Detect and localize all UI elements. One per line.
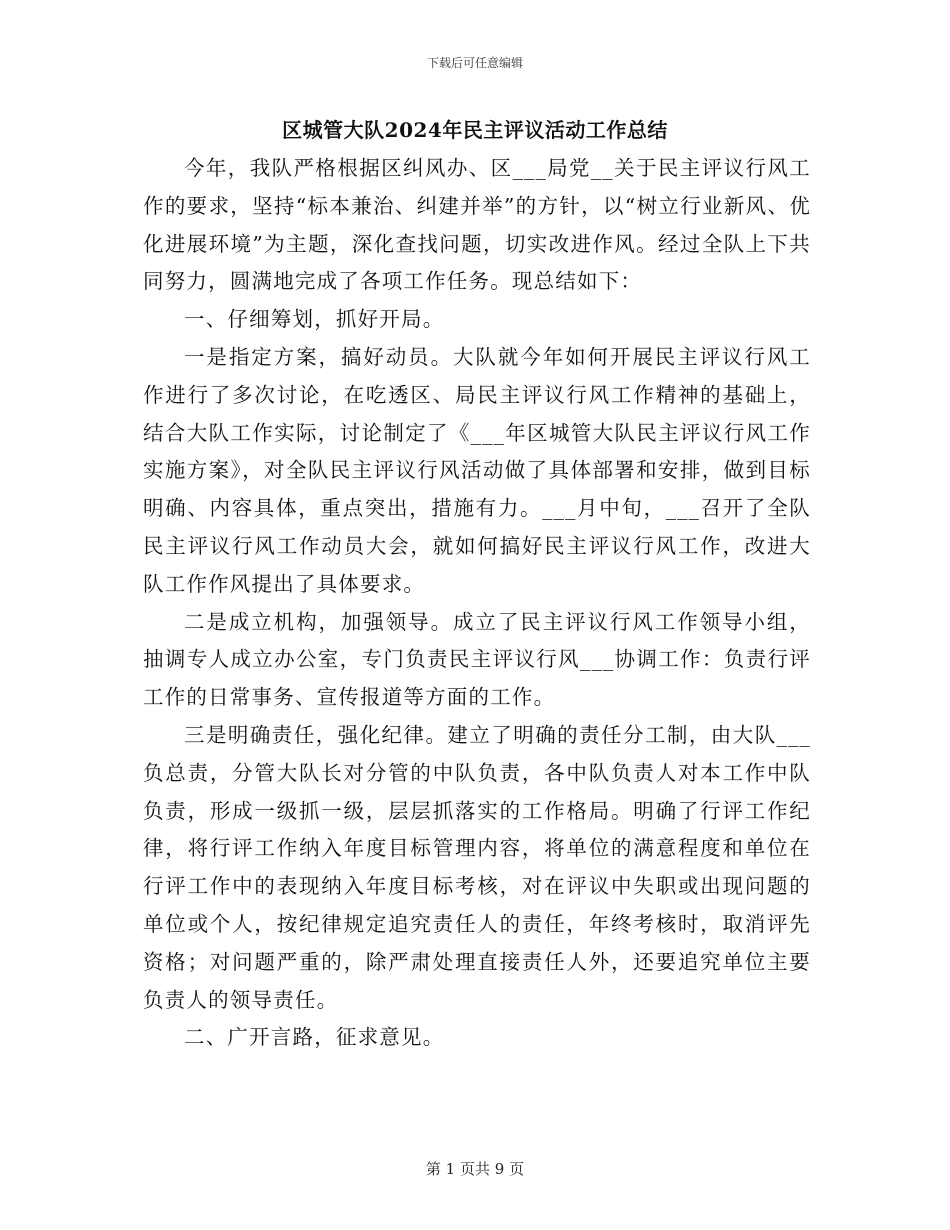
page-number: 第 1 页共 9 页 — [425, 1160, 525, 1178]
paragraph-organization: 二是成立机构，加强领导。成立了民主评议行风工作领导小组，抽调专人成立办公室，专门负责民主评议行风___协调工作：负责行评工作的日常事务、宣传报道等方面的工作。 — [143, 609, 811, 710]
paragraph-responsibility: 三是明确责任，强化纪律。建立了明确的责任分工制，由大队___负总责，分管大队长对分管的中队负责，各中队负责人对本工作中队负责，形成一级抓一级，层层抓落实的工作格局。明确了行评工作纪律，将行评工作纳入年度目标管理内容，将单位的满意程度和单位在行评工作中的表现纳入年度目标考核，对在评议中失职或出现问题的单位或个人，按纪律规定追究责任人的责任，年终考核时，取消评先资格；对问题严重的，除严肃处理直接责任人外，还要追究单位主要负责人的领导责任。 — [143, 722, 811, 1012]
document-title: 区城管大队2024年民主评议活动工作总结 — [282, 118, 668, 142]
page-header-note: 下载后可任意编辑 — [426, 56, 523, 70]
section-heading-1: 一、仔细筹划，抓好开局。 — [184, 307, 445, 332]
section-heading-2: 二、广开言路，征求意见。 — [184, 1025, 445, 1050]
paragraph-intro: 今年，我队严格根据区纠风办、区___局党__关于民主评议行风工作的要求，坚持“标本兼治、纠建并举”的方针，以“树立行业新风、优化进展环境”为主题，深化查找问题，切实改进作风。经过全队上下共同努力，圆满地完成了各项工作任务。现总结如下： — [143, 156, 811, 294]
document-body — [143, 150, 811, 1057]
paragraph-plan: 一是指定方案，搞好动员。大队就今年如何开展民主评议行风工作进行了多次讨论，在吃透区、局民主评议行风工作精神的基础上，结合大队工作实际，讨论制定了《___年区城管大队民主评议行风工作实施方案》，对全队民主评议行风活动做了具体部署和安排，做到目标明确、内容具体，重点突出，措施有力。___月中旬，___召开了全队民主评议行风工作动员大会，就如何搞好民主评议行风工作，改进大队工作作风提出了具体要求。 — [143, 344, 811, 596]
